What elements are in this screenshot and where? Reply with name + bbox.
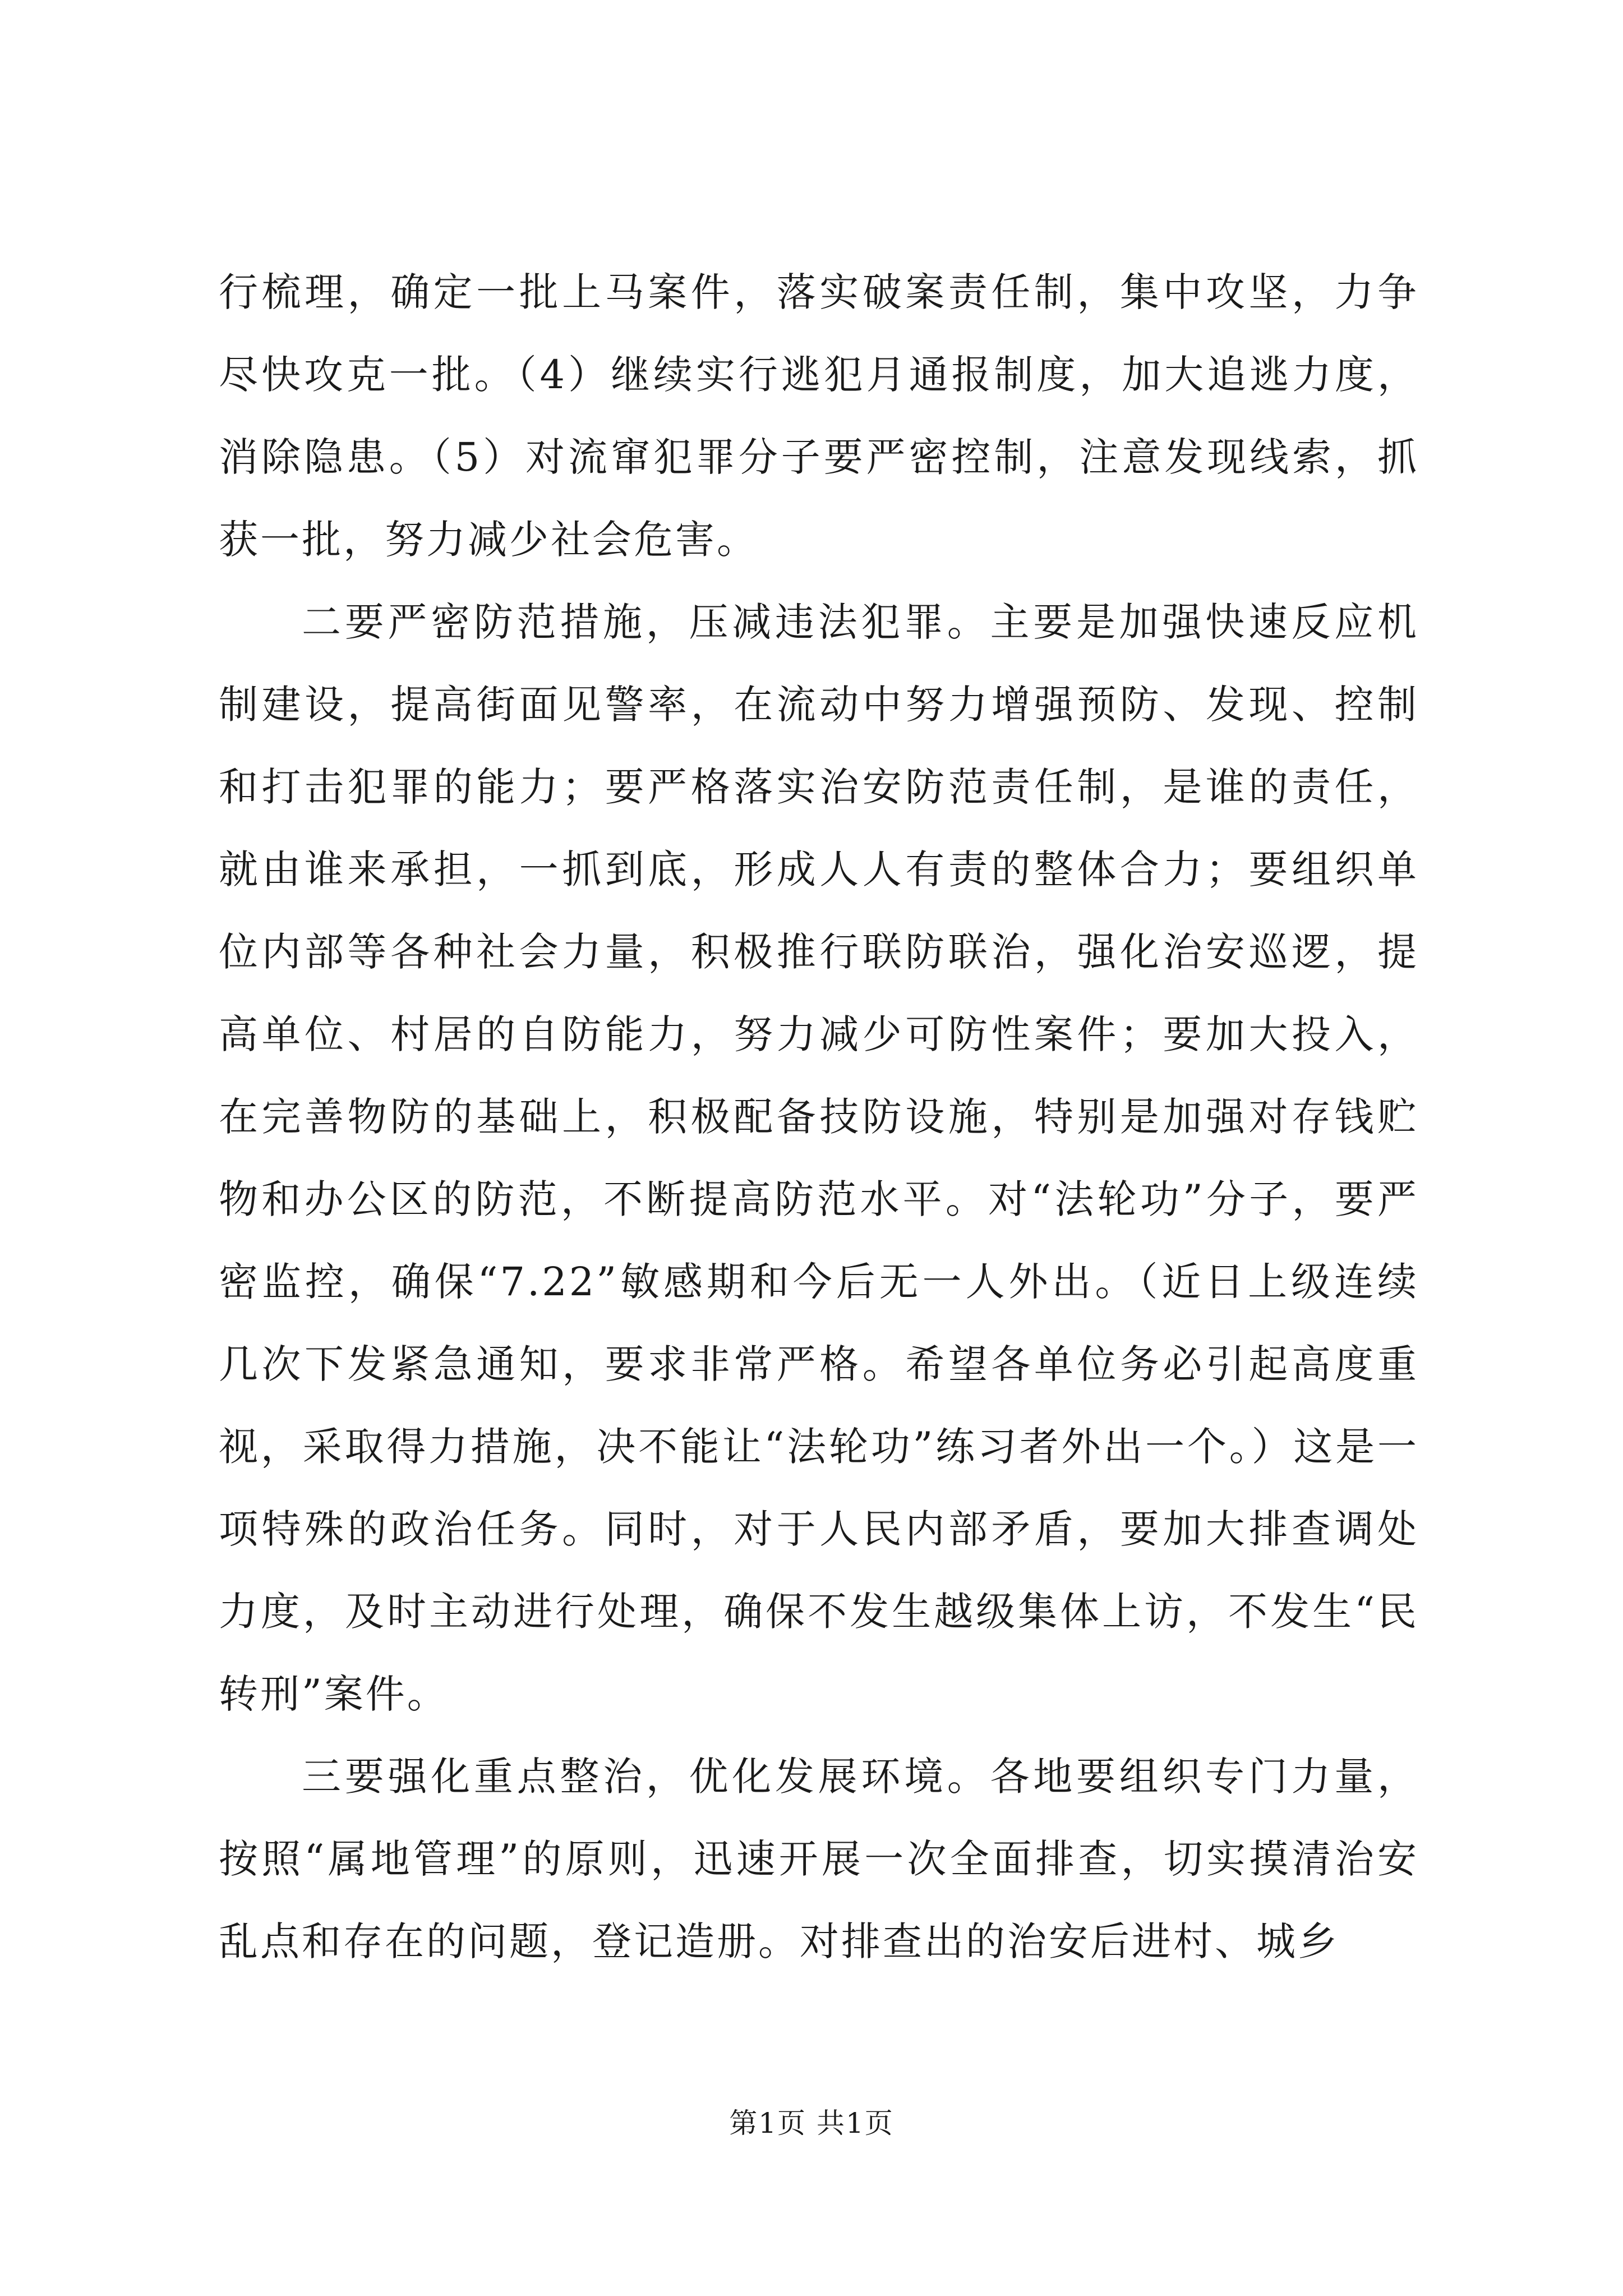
paragraph-prevention-measures: 二要严密防范措施，压减违法犯罪。主要是加强快速反应机制建设，提高街面见警率，在流动中努力增强预防、发现、控制和打击犯罪的能力；要严格落实治安防范责任制，是谁的责任，就由谁来承担，一抓到底，形成人人有责的整体合力；要组织单位内部等各种社会力量，积极推行联防联治，强化治安巡逻，提高单位、村居的自防能力，努力减少可防性案件；要加大投入，在完善物防的基础上，积极配备技防设施，特别是加强对存钱贮物和办公区的防范，不断提高防范水平。对“法轮功”分子，要严密监控，确保“7.22”敏感期和今后无一人外出。（近日上级连续几次下发紧急通知，要求非常严格。希望各单位务必引起高度重视，采取得力措施，决不能让“法轮功”练习者外出一个。）这是一项特殊的政治任务。同时，对于人民内部矛盾，要加大排查调处力度，及时主动进行处理，确保不发生越级集体上访，不发生“民转刑”案件。: [219, 599, 1419, 1717]
page-footer: 第1页 共1页: [729, 2107, 894, 2139]
paragraph-key-rectification: 三要强化重点整治，优化发展环境。各地要组织专门力量，按照“属地管理”的原则，迅速开展一次全面排查，切实摸清治安乱点和存在的问题，登记造册。对排查出的治安后进村、城乡: [219, 1754, 1419, 1964]
document-body: [219, 251, 1419, 1983]
paragraph-continued: 行梳理，确定一批上马案件，落实破案责任制，集中攻坚，力争尽快攻克一批。（4）继续实行逃犯月通报制度，加大追逃力度，消除隐患。（5）对流窜犯罪分子要严密控制，注意发现线索，抓获一批，努力减少社会危害。: [219, 269, 1419, 563]
